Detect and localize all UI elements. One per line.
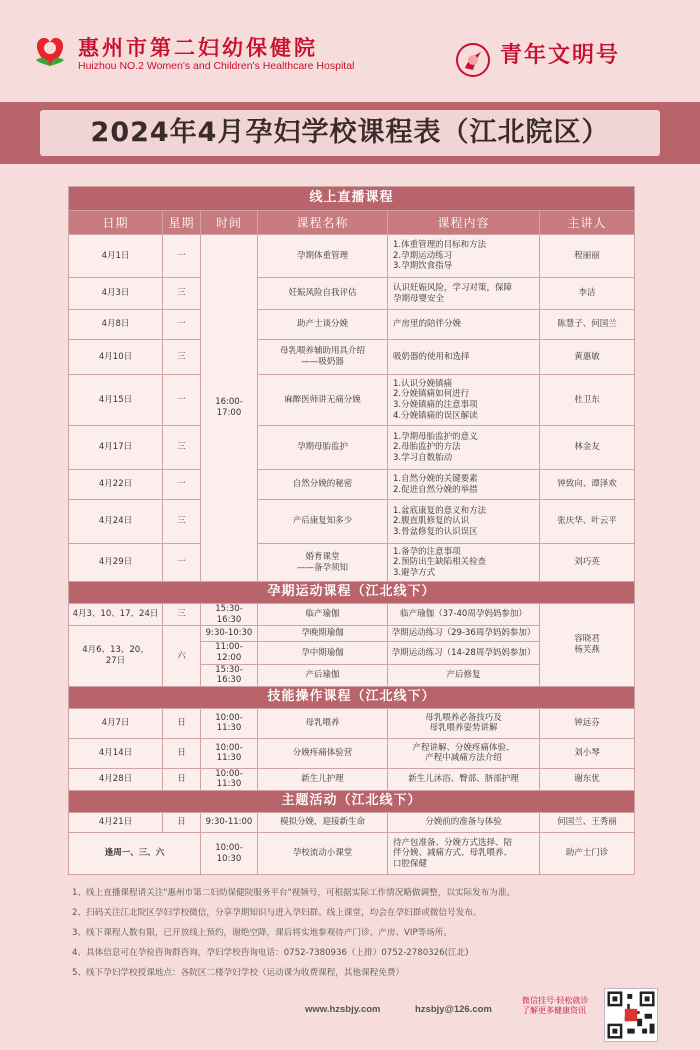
course-cell: 妊娠风险自我评估 [258,278,388,310]
note-item: 1、线上直播课程请关注"惠州市第二妇幼保健院服务平台"视频号，可根据实际工作情况略做调整，以实际发布为准。 [72,888,516,898]
content-cell-line: 孕期母婴安全 [393,293,445,304]
content-cell: 孕期运动练习（29-36周孕妈妈参加） [388,626,540,642]
content-cell-line: 3.孕期饮食指导 [393,261,453,272]
content-cell: 产后修复 [388,664,540,686]
speaker-cell: 陈慧子、何国兰 [540,310,635,340]
content-cell-line: 母乳喂养必备技巧及 [425,712,502,723]
content-cell-line: 3.分娩镇痛的注意事项 [393,400,478,410]
content-cell [388,500,540,544]
speaker-cell: 李洁 [540,278,635,310]
weekday-cell: 三 [163,278,201,310]
weekday-cell: 一 [163,310,201,340]
content-cell [388,708,540,738]
weekday-cell: 一 [163,235,201,278]
weekday-cell: 一 [163,470,201,500]
hospital-logo-icon [30,30,70,70]
weekday-cell: 日 [163,738,201,768]
content-cell [388,340,540,375]
content-cell-line: 1.自然分娩的关键要素 [393,473,478,484]
wechat-caption [522,996,592,1016]
table-row [69,500,635,544]
content-cell-line: 待产包准备、分娩方式选择、陪 [393,837,513,848]
speaker-cell: 谢东优 [540,768,635,790]
content-cell-line: 伴分娩、减痛方式、母乳喂养、 [393,848,513,859]
content-cell-line: 2.促进自然分娩的举措 [393,484,478,495]
speaker-cell: 黄惠敏 [540,340,635,375]
content-cell-line: 产程讲解、分娩疼痛体验、 [412,742,515,753]
table-row [69,235,635,278]
content-cell-line: 1.孕期母胎监护的意义 [393,431,478,442]
table-row [69,470,635,500]
qr-code-icon[interactable] [604,988,658,1042]
content-cell-line: 新生儿沐浴、臀部、脐部护理 [408,774,519,785]
course-cell: 分娩疼痛体验营 [258,738,388,768]
weekday-cell: 一 [163,544,201,582]
content-cell-line: 1.备孕的注意事项 [393,546,461,557]
website-link[interactable]: www.hzsbjy.com [305,1004,381,1015]
content-cell-line: 4.分娩镇痛的误区解读 [393,410,478,421]
column-header: 日期 [69,211,163,235]
table-row [69,833,635,875]
date-cell: 4月17日 [69,426,163,470]
content-cell-line: 2.分娩镇痛如何进行 [393,389,470,400]
weekday-cell: 三 [163,500,201,544]
column-header: 时间 [201,211,258,235]
content-cell-line: 3.避孕方式 [393,567,436,578]
content-cell-line: 母乳喂养姿势讲解 [429,723,498,734]
date-cell: 4月3日 [69,278,163,310]
page-header [0,0,700,100]
content-cell-line: 吸奶器的使用和选择 [393,351,470,362]
hospital-name-en: Huizhou NO.2 Women's and Children's Healthcare Hospital [78,60,355,72]
content-cell [388,738,540,768]
weekday-cell: 三 [163,604,201,626]
speaker-cell: 刘巧英 [540,544,635,582]
speaker-cell: 助产士门诊 [540,833,635,875]
time-cell: 11:00-12:00 [201,642,258,664]
date-cell: 4月7日 [69,708,163,738]
content-cell [388,310,540,340]
course-cell: 孕中期瑜伽 [258,642,388,664]
column-header: 课程内容 [388,211,540,235]
content-cell [388,375,540,426]
content-cell-line: 分娩前的准备与体验 [425,817,502,828]
note-item: 3、线下课程人数有限，已开放线上预约，谢绝空降，课后将实地参观待产门诊、产房、VIP等场所。 [72,928,453,938]
column-header: 星期 [163,211,201,235]
speaker-cell: 钟致向、谭泽欢 [540,470,635,500]
content-cell [388,470,540,500]
schedule-table [68,186,635,875]
course-cell: 孕期母胎监护 [258,426,388,470]
note-item: 5、线下孕妇学校授课地点：各院区二楼孕妇学校（运动课为收费课程，其他课程免费） [72,968,405,978]
course-cell: 产后瑜伽 [258,664,388,686]
course-cell: 母乳喂养 [258,708,388,738]
speaker-cell: 刘小琴 [540,738,635,768]
speaker-cell: 容晓君 杨芙燕 [540,604,635,687]
speaker-cell: 张庆华、叶云平 [540,500,635,544]
content-cell-line: 产房里的陪伴分娩 [393,319,462,330]
email-link[interactable]: hzsbjy@126.com [415,1004,492,1015]
table-row [69,604,635,626]
time-cell: 10:00-11:30 [201,738,258,768]
content-cell [388,813,540,833]
content-cell-line: 2.孕期运动练习 [393,250,453,261]
weekday-cell: 六 [163,626,201,687]
notes-list [72,883,632,983]
speaker-cell: 何国兰、王秀丽 [540,813,635,833]
date-cell: 4月1日 [69,235,163,278]
course-cell: 婚育课堂 ——备孕须知 [258,544,388,582]
content-cell [388,768,540,790]
page-title: 2024年4月孕妇学校课程表（江北院区） [90,117,610,148]
course-cell: 产后康复知多少 [258,500,388,544]
date-cell: 4月15日 [69,375,163,426]
time-cell: 15:30-16:30 [201,604,258,626]
date-cell: 4月28日 [69,768,163,790]
section-title-theme: 主题活动（江北线下） [69,791,635,813]
speaker-cell: 林金友 [540,426,635,470]
weekday-cell: 三 [163,340,201,375]
note-item: 4、具体信息可在孕检咨询群咨询，孕妇学校咨询电话：0752-7380936（上排）0752-2780326(江北) [72,948,469,958]
content-cell-line: 2.母胎监护的方法 [393,442,461,453]
speaker-cell: 程丽丽 [540,235,635,278]
time-cell: 15:30-16:30 [201,664,258,686]
section-title-skills: 技能操作课程（江北线下） [69,686,635,708]
slogan-text: 青年文明号 [500,42,621,68]
content-cell [388,235,540,278]
section-title-online: 线上直播课程 [69,187,635,211]
youth-civilization-badge-icon [455,40,491,80]
course-cell: 临产瑜伽 [258,604,388,626]
content-cell-line: 3.学习自数胎动 [393,452,453,463]
content-cell-line: 认识妊娠风险，学习对策，保障 [393,282,513,293]
content-cell-line: 产程中减痛方法介绍 [425,753,502,764]
course-cell: 自然分娩的秘密 [258,470,388,500]
course-cell: 母乳喂养辅助用具介绍 ——吸奶器 [258,340,388,375]
content-cell [388,544,540,582]
date-cell: 4月14日 [69,738,163,768]
content-cell-line: 1.体重管理的目标和方法 [393,240,487,251]
weekday-cell: 日 [163,708,201,738]
table-row [69,310,635,340]
content-cell [388,833,540,875]
column-header: 课程名称 [258,211,388,235]
content-cell [388,278,540,310]
column-header: 主讲人 [540,211,635,235]
time-cell: 10:00-11:30 [201,708,258,738]
weekday-cell: 三 [163,426,201,470]
course-cell: 助产士谈分娩 [258,310,388,340]
time-cell: 9:30-11:00 [201,813,258,833]
table-row [69,813,635,833]
date-cell: 4月10日 [69,340,163,375]
date-cell: 4月22日 [69,470,163,500]
weekday-cell: 日 [163,813,201,833]
course-cell: 孕期体重管理 [258,235,388,278]
content-cell-line: 2.预防出生缺陷相关检查 [393,557,487,568]
weekday-cell: 一 [163,375,201,426]
wechat-caption-line: 微信挂号·轻松就诊 [522,996,589,1005]
time-cell: 9:30-10:30 [201,626,258,642]
content-cell-line: 2.腹直肌修复的认识 [393,516,470,527]
date-cell: 逢周一、三、六 [69,833,201,875]
time-cell: 10:00-10:30 [201,833,258,875]
content-cell-line: 3.骨盆修复的认识误区 [393,526,478,537]
speaker-cell: 钟远芬 [540,708,635,738]
course-cell: 麻醉医师讲无痛分娩 [258,375,388,426]
date-cell: 4月24日 [69,500,163,544]
course-cell: 模拟分娩，迎接新生命 [258,813,388,833]
wechat-caption-line: 了解更多健康资讯 [522,1006,586,1015]
content-cell [388,426,540,470]
table-row [69,278,635,310]
hospital-name-cn: 惠州市第二妇幼保健院 [78,35,318,60]
table-row [69,738,635,768]
time-cell: 16:00-17:00 [201,235,258,582]
date-cell: 4月8日 [69,310,163,340]
course-cell: 孕晚期瑜伽 [258,626,388,642]
course-cell: 孕校流动小课堂 [258,833,388,875]
section-title-exercise: 孕期运动课程（江北线下） [69,582,635,604]
content-cell: 孕期运动练习（14-28周孕妈妈参加） [388,642,540,664]
weekday-cell: 日 [163,768,201,790]
table-row [69,544,635,582]
table-row [69,426,635,470]
date-cell: 4月29日 [69,544,163,582]
course-cell: 新生儿护理 [258,768,388,790]
date-cell: 4月6、13、20、 27日 [69,626,163,687]
speaker-cell: 杜卫东 [540,375,635,426]
content-cell: 临产瑜伽（37-40周孕妈妈参加） [388,604,540,626]
content-cell-line: 1.认识分娩镇痛 [393,378,453,389]
date-cell: 4月3、10、17、24日 [69,604,163,626]
note-item: 2、扫码关注江北院区孕妇学校微信，分享孕期知识与进入孕妇群。线上课堂，均会在孕妇群或微信号发布。 [72,908,482,918]
table-row [69,340,635,375]
table-row [69,768,635,790]
date-cell: 4月21日 [69,813,163,833]
content-cell-line: 口腔保健 [393,858,428,869]
table-row [69,375,635,426]
time-cell: 10:00-11:30 [201,768,258,790]
content-cell-line: 1.盆底康复的意义和方法 [393,505,487,516]
table-row [69,708,635,738]
